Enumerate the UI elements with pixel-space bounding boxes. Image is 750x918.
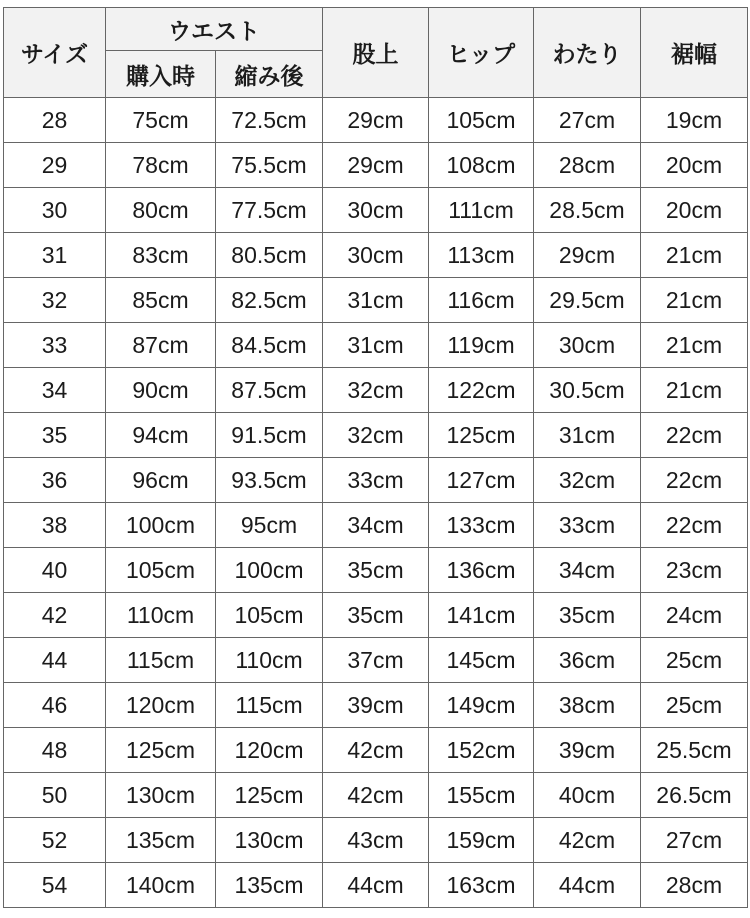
cell-waist-at-purchase: 115cm <box>106 638 216 683</box>
cell-size: 36 <box>4 458 106 503</box>
cell-waist-after-shrink: 80.5cm <box>216 233 323 278</box>
table-row <box>4 278 748 323</box>
cell-waist-at-purchase: 85cm <box>106 278 216 323</box>
cell-waist-at-purchase: 130cm <box>106 773 216 818</box>
cell-hem-width: 25cm <box>641 683 748 728</box>
table-row <box>4 233 748 278</box>
cell-hem-width: 25.5cm <box>641 728 748 773</box>
cell-rise: 35cm <box>323 593 429 638</box>
cell-hem-width: 26.5cm <box>641 773 748 818</box>
cell-size: 42 <box>4 593 106 638</box>
cell-size: 38 <box>4 503 106 548</box>
col-header-thigh-width: わたり <box>534 8 641 98</box>
col-header-waist-at-purchase: 購入時 <box>106 51 216 98</box>
cell-waist-after-shrink: 75.5cm <box>216 143 323 188</box>
cell-thigh-width: 30cm <box>534 323 641 368</box>
cell-thigh-width: 40cm <box>534 773 641 818</box>
cell-thigh-width: 29.5cm <box>534 278 641 323</box>
cell-rise: 31cm <box>323 278 429 323</box>
cell-waist-after-shrink: 100cm <box>216 548 323 593</box>
table-row <box>4 818 748 863</box>
cell-rise: 30cm <box>323 233 429 278</box>
table-row <box>4 728 748 773</box>
cell-size: 46 <box>4 683 106 728</box>
cell-size: 35 <box>4 413 106 458</box>
col-header-size: サイズ <box>4 8 106 98</box>
cell-hem-width: 21cm <box>641 323 748 368</box>
cell-rise: 31cm <box>323 323 429 368</box>
cell-hem-width: 24cm <box>641 593 748 638</box>
cell-hip: 136cm <box>429 548 534 593</box>
cell-hem-width: 22cm <box>641 458 748 503</box>
cell-hip: 108cm <box>429 143 534 188</box>
cell-waist-at-purchase: 83cm <box>106 233 216 278</box>
cell-hem-width: 28cm <box>641 863 748 908</box>
cell-hip: 149cm <box>429 683 534 728</box>
col-header-waist: ウエスト <box>106 8 323 51</box>
cell-rise: 42cm <box>323 773 429 818</box>
cell-hip: 133cm <box>429 503 534 548</box>
cell-thigh-width: 39cm <box>534 728 641 773</box>
cell-size: 48 <box>4 728 106 773</box>
cell-thigh-width: 42cm <box>534 818 641 863</box>
cell-waist-at-purchase: 94cm <box>106 413 216 458</box>
cell-thigh-width: 31cm <box>534 413 641 458</box>
cell-waist-at-purchase: 135cm <box>106 818 216 863</box>
cell-rise: 37cm <box>323 638 429 683</box>
cell-size: 32 <box>4 278 106 323</box>
size-chart-body <box>4 98 748 908</box>
table-row <box>4 98 748 143</box>
cell-size: 34 <box>4 368 106 413</box>
cell-waist-at-purchase: 105cm <box>106 548 216 593</box>
cell-waist-after-shrink: 95cm <box>216 503 323 548</box>
size-chart-table <box>3 7 748 908</box>
cell-hem-width: 22cm <box>641 413 748 458</box>
cell-hip: 116cm <box>429 278 534 323</box>
cell-hip: 122cm <box>429 368 534 413</box>
col-header-waist-after-shrink: 縮み後 <box>216 51 323 98</box>
cell-thigh-width: 29cm <box>534 233 641 278</box>
cell-waist-after-shrink: 110cm <box>216 638 323 683</box>
cell-hip: 163cm <box>429 863 534 908</box>
cell-waist-after-shrink: 105cm <box>216 593 323 638</box>
table-row <box>4 773 748 818</box>
cell-hip: 145cm <box>429 638 534 683</box>
cell-waist-after-shrink: 87.5cm <box>216 368 323 413</box>
cell-waist-at-purchase: 120cm <box>106 683 216 728</box>
cell-thigh-width: 27cm <box>534 98 641 143</box>
cell-waist-after-shrink: 93.5cm <box>216 458 323 503</box>
cell-hem-width: 27cm <box>641 818 748 863</box>
cell-size: 44 <box>4 638 106 683</box>
cell-hem-width: 21cm <box>641 278 748 323</box>
cell-hip: 105cm <box>429 98 534 143</box>
table-row <box>4 593 748 638</box>
cell-waist-after-shrink: 82.5cm <box>216 278 323 323</box>
cell-size: 29 <box>4 143 106 188</box>
cell-waist-at-purchase: 110cm <box>106 593 216 638</box>
cell-size: 33 <box>4 323 106 368</box>
cell-waist-after-shrink: 72.5cm <box>216 98 323 143</box>
cell-rise: 33cm <box>323 458 429 503</box>
size-chart-header <box>4 8 748 98</box>
cell-waist-after-shrink: 115cm <box>216 683 323 728</box>
table-row <box>4 188 748 233</box>
cell-size: 50 <box>4 773 106 818</box>
cell-rise: 29cm <box>323 143 429 188</box>
col-header-hem-width: 裾幅 <box>641 8 748 98</box>
cell-size: 40 <box>4 548 106 593</box>
col-header-rise: 股上 <box>323 8 429 98</box>
cell-rise: 34cm <box>323 503 429 548</box>
table-row <box>4 863 748 908</box>
header-row-top <box>4 8 748 51</box>
cell-rise: 35cm <box>323 548 429 593</box>
cell-thigh-width: 38cm <box>534 683 641 728</box>
cell-waist-after-shrink: 135cm <box>216 863 323 908</box>
table-row <box>4 458 748 503</box>
cell-rise: 42cm <box>323 728 429 773</box>
cell-hem-width: 23cm <box>641 548 748 593</box>
cell-waist-at-purchase: 75cm <box>106 98 216 143</box>
cell-waist-at-purchase: 100cm <box>106 503 216 548</box>
cell-size: 30 <box>4 188 106 233</box>
table-row <box>4 638 748 683</box>
cell-hip: 111cm <box>429 188 534 233</box>
cell-waist-at-purchase: 78cm <box>106 143 216 188</box>
table-row <box>4 413 748 458</box>
cell-waist-at-purchase: 87cm <box>106 323 216 368</box>
cell-waist-at-purchase: 96cm <box>106 458 216 503</box>
table-row <box>4 548 748 593</box>
cell-waist-after-shrink: 77.5cm <box>216 188 323 233</box>
table-row <box>4 323 748 368</box>
cell-rise: 29cm <box>323 98 429 143</box>
cell-rise: 30cm <box>323 188 429 233</box>
cell-size: 28 <box>4 98 106 143</box>
cell-waist-after-shrink: 130cm <box>216 818 323 863</box>
cell-hip: 141cm <box>429 593 534 638</box>
cell-hem-width: 22cm <box>641 503 748 548</box>
cell-waist-at-purchase: 90cm <box>106 368 216 413</box>
cell-thigh-width: 32cm <box>534 458 641 503</box>
cell-hip: 155cm <box>429 773 534 818</box>
cell-hem-width: 21cm <box>641 233 748 278</box>
cell-size: 54 <box>4 863 106 908</box>
cell-hip: 152cm <box>429 728 534 773</box>
cell-thigh-width: 28cm <box>534 143 641 188</box>
cell-hip: 127cm <box>429 458 534 503</box>
cell-size: 52 <box>4 818 106 863</box>
cell-thigh-width: 34cm <box>534 548 641 593</box>
cell-hip: 113cm <box>429 233 534 278</box>
cell-thigh-width: 30.5cm <box>534 368 641 413</box>
cell-hem-width: 19cm <box>641 98 748 143</box>
cell-waist-after-shrink: 91.5cm <box>216 413 323 458</box>
table-row <box>4 368 748 413</box>
cell-size: 31 <box>4 233 106 278</box>
cell-hem-width: 20cm <box>641 188 748 233</box>
cell-rise: 39cm <box>323 683 429 728</box>
cell-hip: 119cm <box>429 323 534 368</box>
cell-rise: 43cm <box>323 818 429 863</box>
col-header-hip: ヒップ <box>429 8 534 98</box>
cell-hem-width: 20cm <box>641 143 748 188</box>
table-row <box>4 143 748 188</box>
table-row <box>4 683 748 728</box>
cell-waist-after-shrink: 120cm <box>216 728 323 773</box>
cell-hem-width: 25cm <box>641 638 748 683</box>
table-row <box>4 503 748 548</box>
cell-waist-after-shrink: 84.5cm <box>216 323 323 368</box>
cell-thigh-width: 33cm <box>534 503 641 548</box>
cell-thigh-width: 35cm <box>534 593 641 638</box>
cell-waist-at-purchase: 125cm <box>106 728 216 773</box>
cell-hip: 159cm <box>429 818 534 863</box>
cell-rise: 32cm <box>323 413 429 458</box>
cell-waist-after-shrink: 125cm <box>216 773 323 818</box>
cell-thigh-width: 28.5cm <box>534 188 641 233</box>
cell-rise: 32cm <box>323 368 429 413</box>
cell-thigh-width: 44cm <box>534 863 641 908</box>
cell-hem-width: 21cm <box>641 368 748 413</box>
cell-waist-at-purchase: 80cm <box>106 188 216 233</box>
cell-waist-at-purchase: 140cm <box>106 863 216 908</box>
cell-thigh-width: 36cm <box>534 638 641 683</box>
cell-hip: 125cm <box>429 413 534 458</box>
cell-rise: 44cm <box>323 863 429 908</box>
